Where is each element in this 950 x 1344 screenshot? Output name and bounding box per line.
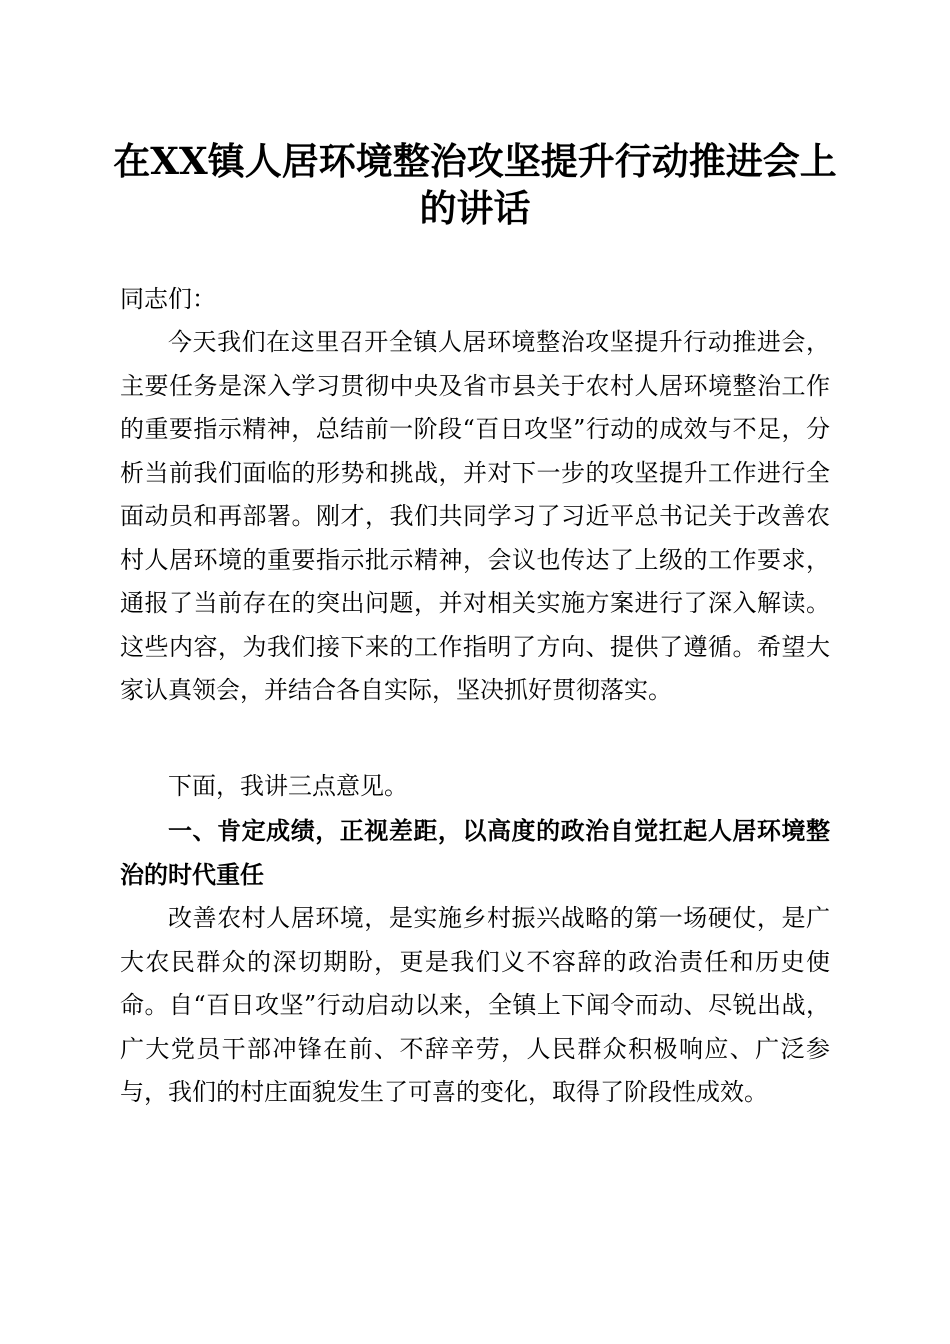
paragraph-section-1: 改善农村人居环境，是实施乡村振兴战略的第一场硬仗，是广大农民群众的深切期盼，更是我们义不容辞的政治责任和历史使命。自“百日攻坚”行动启动以来，全镇上下闻令而动、尽锐出战，广大党员干部冲锋在前、不辞辛劳，人民群众积极响应、广泛参与，我们的村庄面貌发生了可喜的变化，取得了阶段性成效。 bbox=[120, 904, 830, 1106]
document-title-line-2: 的讲话 bbox=[419, 186, 531, 230]
section-heading-1: 一、肯定成绩，正视差距，以高度的政治自觉扛起人居环境整治的时代重任 bbox=[120, 817, 830, 889]
document-title-line-1: 在XX镇人居环境整治攻坚提升行动推进会上 bbox=[113, 139, 837, 183]
paragraph-intro: 今天我们在这里召开全镇人居环境整治攻坚提升行动推进会，主要任务是深入学习贯彻中央及省市县关于农村人居环境整治工作的重要指示精神，总结前一阶段“百日攻坚”行动的成效与不足，分析当前我们面临的形势和挑战，并对下一步的攻坚提升工作进行全面动员和再部署。刚才，我们共同学习了习近平总书记关于改善农村人居环境的重要指示批示精神，会议也传达了上级的工作要求，通报了当前存在的突出问题，并对相关实施方案进行了深入解读。这些内容，为我们接下来的工作指明了方向、提供了遵循。希望大家认真领会，并结合各自实际，坚决抓好贯彻落实。 bbox=[120, 328, 830, 704]
paragraph-transition: 下面，我讲三点意见。 bbox=[168, 772, 408, 800]
greeting: 同志们： bbox=[120, 285, 216, 313]
